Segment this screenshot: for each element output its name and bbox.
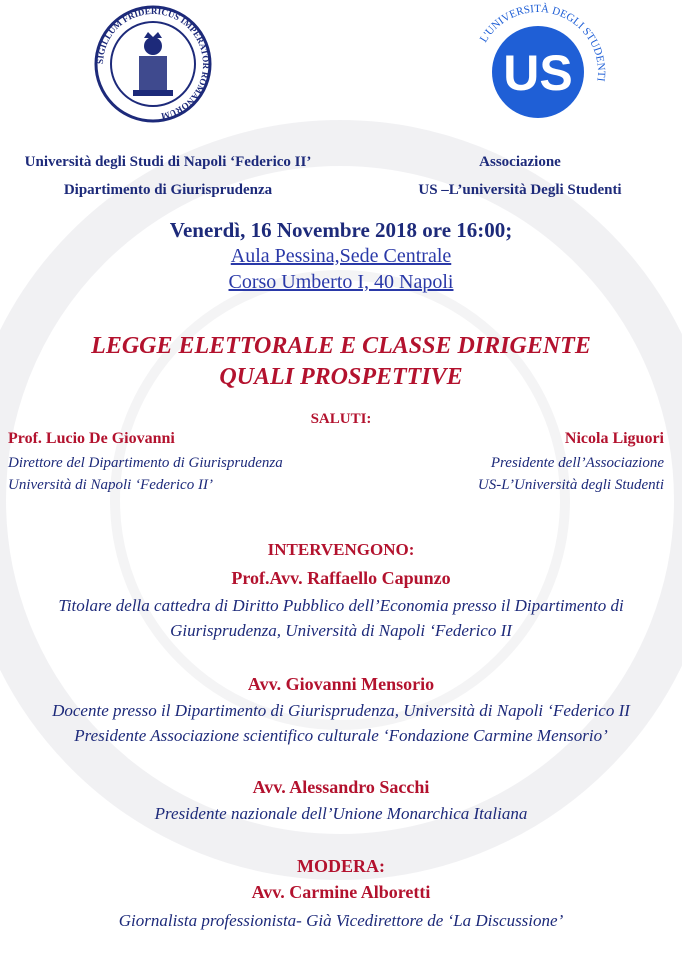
seal-ring-text: SIGILLUM FRIDERICUS IMPERATOR ROMANORUM: [94, 5, 212, 122]
saluti-left-role1: Direttore del Dipartimento di Giurisprudenza: [8, 455, 283, 471]
saluti-right-role2: US-L’Università degli Studenti: [477, 477, 664, 493]
us-ring-text: L'UNIVERSITÀ DEGLI STUDENTI: [477, 2, 608, 83]
event-title-line1: LEGGE ELETTORALE E CLASSE DIRIGENTE: [91, 333, 591, 359]
university-name: Università degli Studi di Napoli ‘Federico II’: [24, 154, 312, 170]
event-venue-line2-wrap: [0, 271, 682, 294]
event-date: Venerdì, 16 Novembre 2018 ore 16:00;: [169, 218, 513, 242]
speaker-1-role2: Giurisprudenza, Università di Napoli ‘Federico II: [170, 621, 512, 640]
moderator-role: Giornalista professionista- Già Vicedirettore de ‘La Discussione’: [118, 911, 564, 930]
speaker-2-role1: Docente presso il Dipartimento di Giurisprudenza, Università di Napoli ‘Federico II: [52, 701, 630, 720]
speaker-2-role2: Presidente Associazione scientifico culturale ‘Fondazione Carmine Mensorio’: [74, 726, 608, 745]
saluti-heading: SALUTI:: [310, 411, 372, 427]
university-seal-logo: [93, 4, 213, 124]
speaker-2-name: Avv. Giovanni Mensorio: [247, 674, 435, 694]
us-monogram: US: [503, 45, 573, 101]
saluti-left-role2: Università di Napoli ‘Federico II’: [8, 477, 213, 493]
association-us-logo: [466, 2, 610, 140]
moderator-name: Avv. Carmine Alboretti: [251, 882, 431, 902]
association-label: Associazione: [479, 154, 561, 170]
speaker-1-name: Prof.Avv. Raffaello Capunzo: [231, 568, 451, 588]
modera-heading: MODERA:: [297, 856, 385, 876]
event-title-line2: QUALI PROSPETTIVE: [219, 364, 463, 390]
department-name: Dipartimento di Giurisprudenza: [63, 182, 273, 198]
event-venue-line1-wrap: [0, 245, 682, 268]
event-venue-room: Aula Pessina,Sede Centrale: [230, 245, 452, 267]
association-name: US –L’università Degli Studenti: [418, 182, 622, 198]
speaker-3-name: Avv. Alessandro Sacchi: [252, 777, 430, 797]
saluti-right-name: Nicola Liguori: [564, 430, 664, 447]
speaker-3-role1: Presidente nazionale dell’Unione Monarchica Italiana: [154, 804, 528, 823]
saluti-left-name: Prof. Lucio De Giovanni: [8, 430, 175, 447]
speaker-1-role1: Titolare della cattedra di Diritto Pubblico dell’Economia presso il Dipartimento di: [58, 596, 624, 615]
intervengono-heading: INTERVENGONO:: [267, 540, 415, 559]
event-venue-address: Corso Umberto I, 40 Napoli: [228, 271, 454, 293]
saluti-right-role1: Presidente dell’Associazione: [490, 455, 664, 471]
